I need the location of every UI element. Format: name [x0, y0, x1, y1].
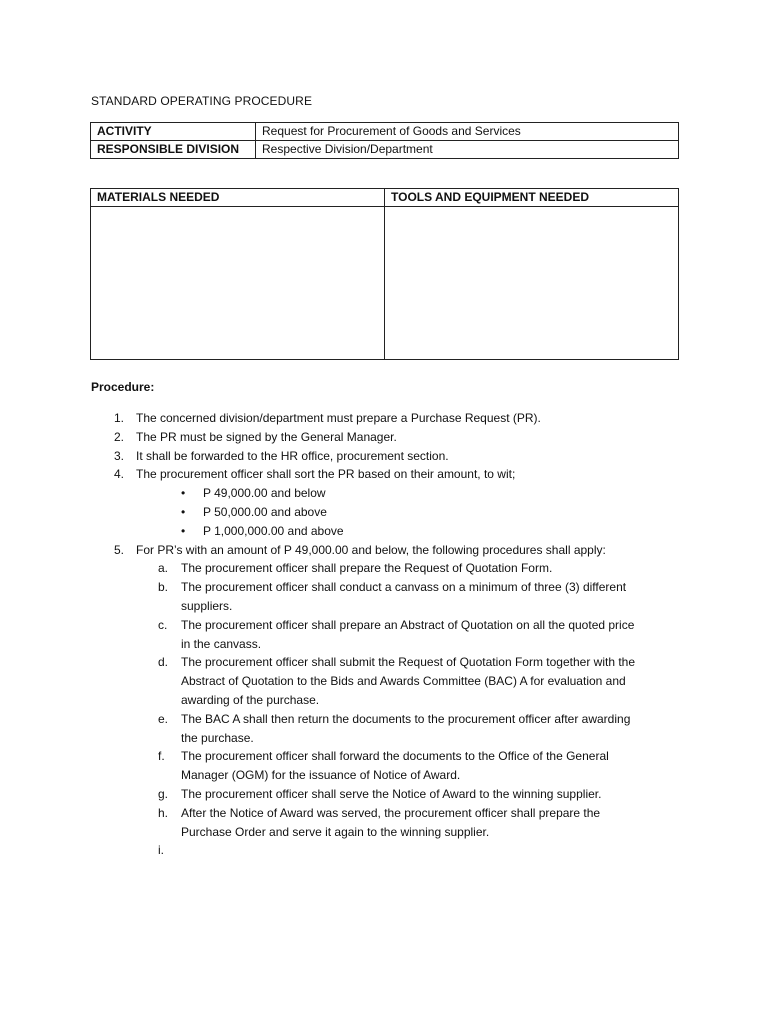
document-title: STANDARD OPERATING PROCEDURE	[91, 94, 313, 108]
substep-e-text: The BAC A shall then return the documents to the procurement officer after awarding	[181, 711, 631, 726]
substep-e-continuation: the purchase.	[181, 730, 254, 745]
table-row	[91, 141, 679, 159]
substep-i-marker: i.	[158, 843, 164, 858]
substep-d-marker: d.	[158, 655, 169, 670]
substep-g-text: The procurement officer shall serve the Notice of Award to the winning supplier.	[181, 787, 602, 801]
responsible-division-label: RESPONSIBLE DIVISION	[97, 142, 240, 156]
procedure-heading: Procedure:	[91, 380, 155, 394]
procedure-step-4-marker: 4.	[114, 467, 125, 482]
table-header-row	[91, 189, 679, 207]
substep-c-marker: c.	[158, 617, 168, 632]
procedure-step-4-text: The procurement officer shall sort the PR based on their amount, to wit;	[136, 467, 516, 482]
procedure-step-5-marker: 5.	[114, 542, 125, 557]
substep-c-text: The procurement officer shall prepare an Abstract of Quotation on all the quoted price	[181, 617, 635, 632]
materials-needed-header: MATERIALS NEEDED	[91, 189, 385, 207]
substep-a-marker: a.	[158, 561, 169, 576]
substep-d-continuation: awarding of the purchase.	[181, 693, 320, 707]
substep-f-text: The procurement officer shall forward the documents to the Office of the General	[181, 749, 609, 764]
procedure-step-3-text: It shall be forwarded to the HR office, procurement section.	[136, 448, 449, 463]
activity-info-table	[90, 122, 679, 159]
procedure-step-5-text: For PR’s with an amount of P 49,000.00 and below, the following procedures shall apply:	[136, 542, 606, 557]
substep-e-marker: e.	[158, 711, 169, 726]
amount-bullet-1-text: P 49,000.00 and below	[203, 486, 326, 501]
amount-bullet-3-text: P 1,000,000.00 and above	[203, 523, 344, 538]
responsible-division-value: Respective Division/Department	[256, 141, 679, 159]
amount-bullet-3-marker: •	[181, 523, 186, 538]
amount-bullet-2-marker: •	[181, 505, 186, 519]
tools-equipment-header: TOOLS AND EQUIPMENT NEEDED	[385, 189, 679, 207]
substep-a-text: The procurement officer shall prepare the Request of Quotation Form.	[181, 561, 553, 576]
procedure-step-2-text: The PR must be signed by the General Manager.	[136, 429, 397, 444]
materials-needed-cell	[91, 207, 385, 360]
substep-h-continuation: Purchase Order and serve it again to the winning supplier.	[181, 824, 490, 839]
tools-equipment-cell	[385, 207, 679, 360]
substep-d-continuation: Abstract of Quotation to the Bids and Awards Committee (BAC) A for evaluation and	[181, 674, 626, 689]
substep-h-marker: h.	[158, 805, 169, 820]
amount-bullet-2-text: P 50,000.00 and above	[203, 505, 327, 519]
substep-f-continuation: Manager (OGM) for the issuance of Notice of Award.	[181, 768, 461, 783]
procedure-step-1-marker: 1.	[114, 411, 125, 425]
activity-label: ACTIVITY	[97, 124, 152, 138]
materials-tools-table	[90, 188, 679, 360]
procedure-step-3-marker: 3.	[114, 448, 125, 463]
substep-b-marker: b.	[158, 580, 169, 595]
substep-d-text: The procurement officer shall submit the Request of Quotation Form together with the	[181, 655, 636, 670]
procedure-step-2-marker: 2.	[114, 429, 125, 444]
activity-value: Request for Procurement of Goods and Services	[256, 123, 679, 141]
substep-c-continuation: in the canvass.	[181, 636, 262, 651]
table-row	[91, 207, 679, 360]
activity-label-cell	[91, 123, 256, 141]
substep-h-text: After the Notice of Award was served, the procurement officer shall prepare the	[181, 805, 601, 820]
substep-b-continuation: suppliers.	[181, 599, 233, 613]
substep-b-text: The procurement officer shall conduct a canvass on a minimum of three (3) different	[181, 580, 627, 595]
amount-bullet-1-marker: •	[181, 486, 186, 501]
table-row	[91, 123, 679, 141]
substep-g-marker: g.	[158, 787, 169, 801]
responsible-division-label-cell	[91, 141, 256, 159]
substep-f-marker: f.	[158, 749, 165, 764]
procedure-step-1-text: The concerned division/department must prepare a Purchase Request (PR).	[136, 411, 541, 425]
